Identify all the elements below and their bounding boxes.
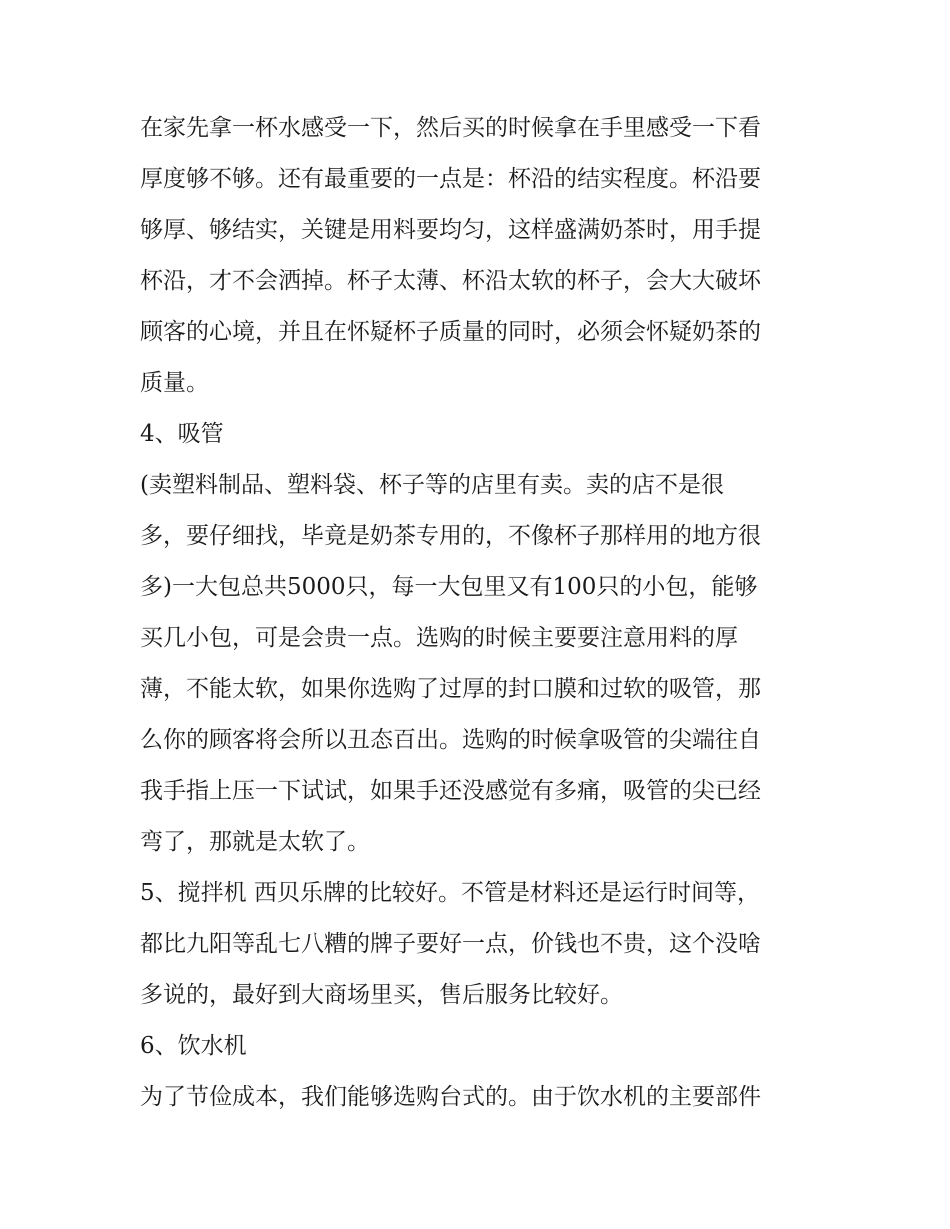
section-heading-water-dispenser: 6、饮水机 <box>140 1033 247 1059</box>
text-line: 都比九阳等乱七八糟的牌子要好一点，价钱也不贵，这个没啥 <box>140 931 761 957</box>
text-line: 够厚、够结实，关键是用料要均匀，这样盛满奶茶时，用手提 <box>140 217 761 243</box>
text-line: 在家先拿一杯水感受一下，然后买的时候拿在手里感受一下看 <box>140 115 761 141</box>
text-line: 质量。 <box>140 370 209 396</box>
text-line: (卖塑料制品、塑料袋、杯子等的店里有卖。卖的店不是很 <box>140 472 724 498</box>
text-line: 厚度够不够。还有最重要的一点是：杯沿的结实程度。杯沿要 <box>140 166 761 192</box>
text-line: 买几小包，可是会贵一点。选购的时候主要要注意用料的厚 <box>140 625 738 651</box>
text-line: 杯沿，才不会洒掉。杯子太薄、杯沿太软的杯子，会大大破坏 <box>140 268 761 294</box>
text-line: 弯了，那就是太软了。 <box>140 829 370 855</box>
text-line: 薄，不能太软，如果你选购了过厚的封口膜和过软的吸管，那 <box>140 676 761 702</box>
text-line: 我手指上压一下试试，如果手还没感觉有多痛，吸管的尖已经 <box>140 778 761 804</box>
section-heading-blender: 5、搅拌机 西贝乐牌的比较好。不管是材料还是运行时间等， <box>140 880 760 906</box>
body-text <box>140 103 820 1123</box>
text-line: 顾客的心境，并且在怀疑杯子质量的同时，必须会怀疑奶茶的 <box>140 319 761 345</box>
text-line: 多，要仔细找，毕竟是奶茶专用的，不像杯子那样用的地方很 <box>140 523 761 549</box>
text-line: 么你的顾客将会所以丑态百出。选购的时候拿吸管的尖端往自 <box>140 727 761 753</box>
text-line: 多说的，最好到大商场里买，售后服务比较好。 <box>140 982 623 1008</box>
section-heading-straw: 4、吸管 <box>140 421 224 447</box>
text-line: 为了节俭成本，我们能够选购台式的。由于饮水机的主要部件 <box>140 1084 761 1110</box>
text-line: 多)一大包总共5000只，每一大包里又有100只的小包，能够 <box>140 574 758 600</box>
